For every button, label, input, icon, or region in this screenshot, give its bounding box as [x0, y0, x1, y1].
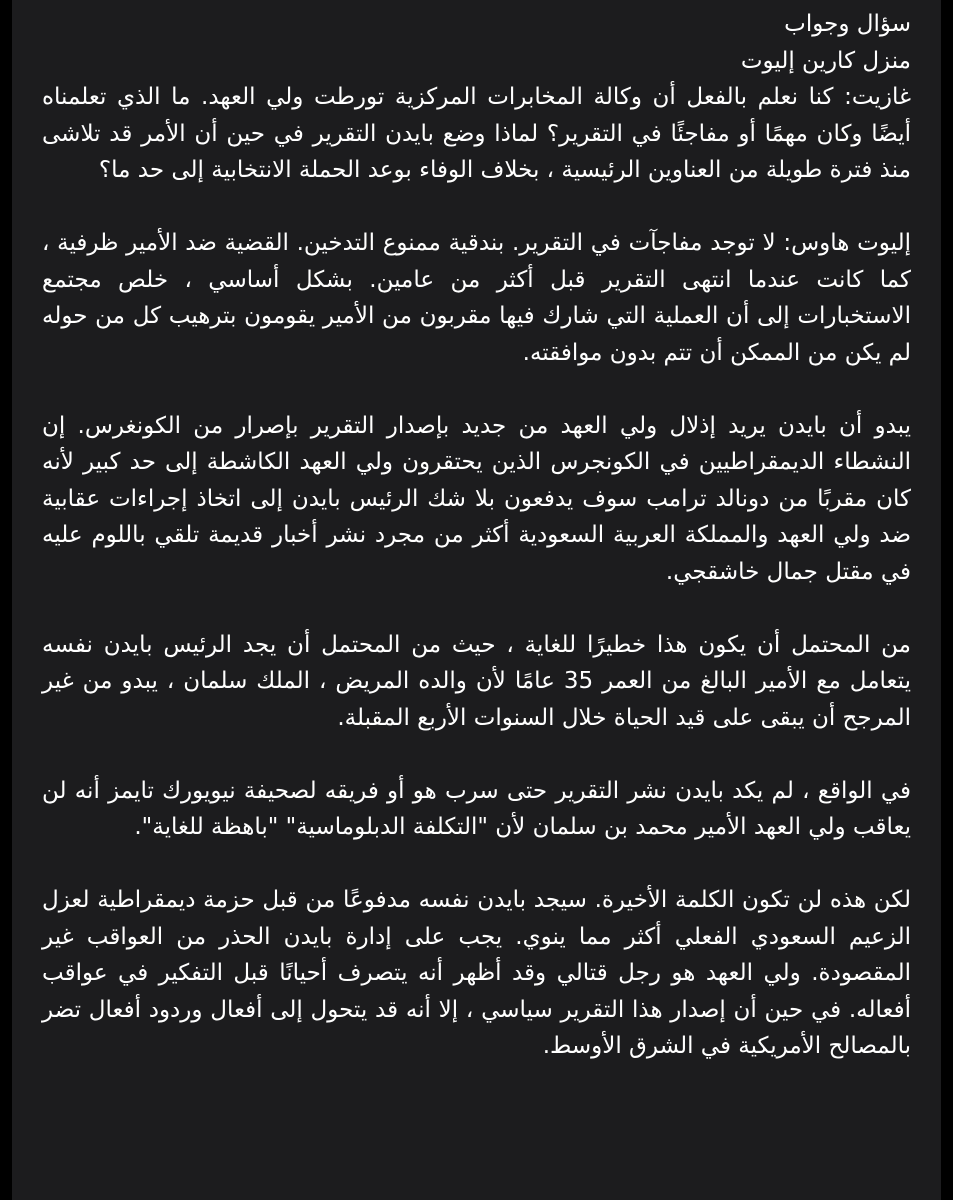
paragraph-gap — [42, 189, 911, 226]
paragraph-gap — [42, 846, 911, 883]
paragraph-answer-5: لكن هذه لن تكون الكلمة الأخيرة. سيجد بايدن نفسه مدفوعًا من قبل حزمة ديمقراطية لعزل الزعيم السعودي الفعلي أكثر مما ينوي. يجب على إدارة بايدن الحذر من العواقب غير المقصودة. ولي العهد هو رجل قتالي وقد أظهر أنه يتصرف أحيانًا قبل التفكير في عواقب أفعاله. في حين أن إصدار هذا التقرير سياسي ، إلا أنه قد يتحول إلى أفعال وردود أفعال تضر بالمصالح الأمريكية في الشرق الأوسط. — [42, 887, 911, 1059]
paragraph-gap — [42, 590, 911, 627]
paragraph-answer-2: يبدو أن بايدن يريد إذلال ولي العهد من جديد بإصدار التقرير بإصرار من الكونغرس. إن النشطاء الديمقراطيين في الكونجرس الذين يحتقرون ولي العهد الكاشطة إلى حد كبير لأنه كان مقربًا من دونالد ترامب سوف يدفعون بلا شك الرئيس بايدن إلى اتخاذ إجراءات عقابية ضد ولي العهد والمملكة العربية السعودية أكثر من مجرد نشر أخبار قديمة تلقي باللوم عليه في مقتل جمال خاشقجي. — [42, 412, 911, 585]
paragraph-gap — [42, 736, 911, 773]
paragraph-gap — [42, 371, 911, 408]
document-location: منزل كارين إليوت — [740, 47, 911, 74]
document-page — [12, 0, 941, 1200]
paragraph-question: غازيت: كنا نعلم بالفعل أن وكالة المخابرات المركزية تورطت ولي العهد. ما الذي تعلمناه أيضًا وكان مهمًا أو مفاجئًا في التقرير؟ لماذا وضع بايدن التقرير في حين أن الأمر قد تلاشى منذ فترة طويلة من العناوين الرئيسية ، بخلاف الوفاء بوعد الحملة الانتخابية إلى حد ما؟ — [42, 84, 911, 183]
paragraph-answer-4: في الواقع ، لم يكد بايدن نشر التقرير حتى سرب هو أو فريقه لصحيفة نيويورك تايمز أنه لن يعاقب ولي العهد الأمير محمد بن سلمان لأن "التكلفة الدبلوماسية" "باهظة للغاية". — [42, 777, 911, 840]
document-heading: سؤال وجواب — [784, 11, 911, 37]
paragraph-answer-1: إليوت هاوس: لا توجد مفاجآت في التقرير. بندقية ممنوع التدخين. القضية ضد الأمير ظرفية ، كما كانت عندما انتهى التقرير قبل أكثر من عامين. بشكل أساسي ، خلص مجتمع الاستخبارات إلى أن العملية التي شارك فيها مقربون من الأمير يقومون بترهيب كل من حوله لم يكن من الممكن أن تتم بدون موافقته. — [42, 230, 911, 366]
paragraph-answer-3: من المحتمل أن يكون هذا خطيرًا للغاية ، حيث من المحتمل أن يجد الرئيس بايدن نفسه يتعامل مع الأمير البالغ من العمر 35 عامًا لأن والده المريض ، الملك سلمان ، يبدو من غير المرجح أن يبقى على قيد الحياة خلال السنوات الأربع المقبلة. — [42, 631, 911, 731]
